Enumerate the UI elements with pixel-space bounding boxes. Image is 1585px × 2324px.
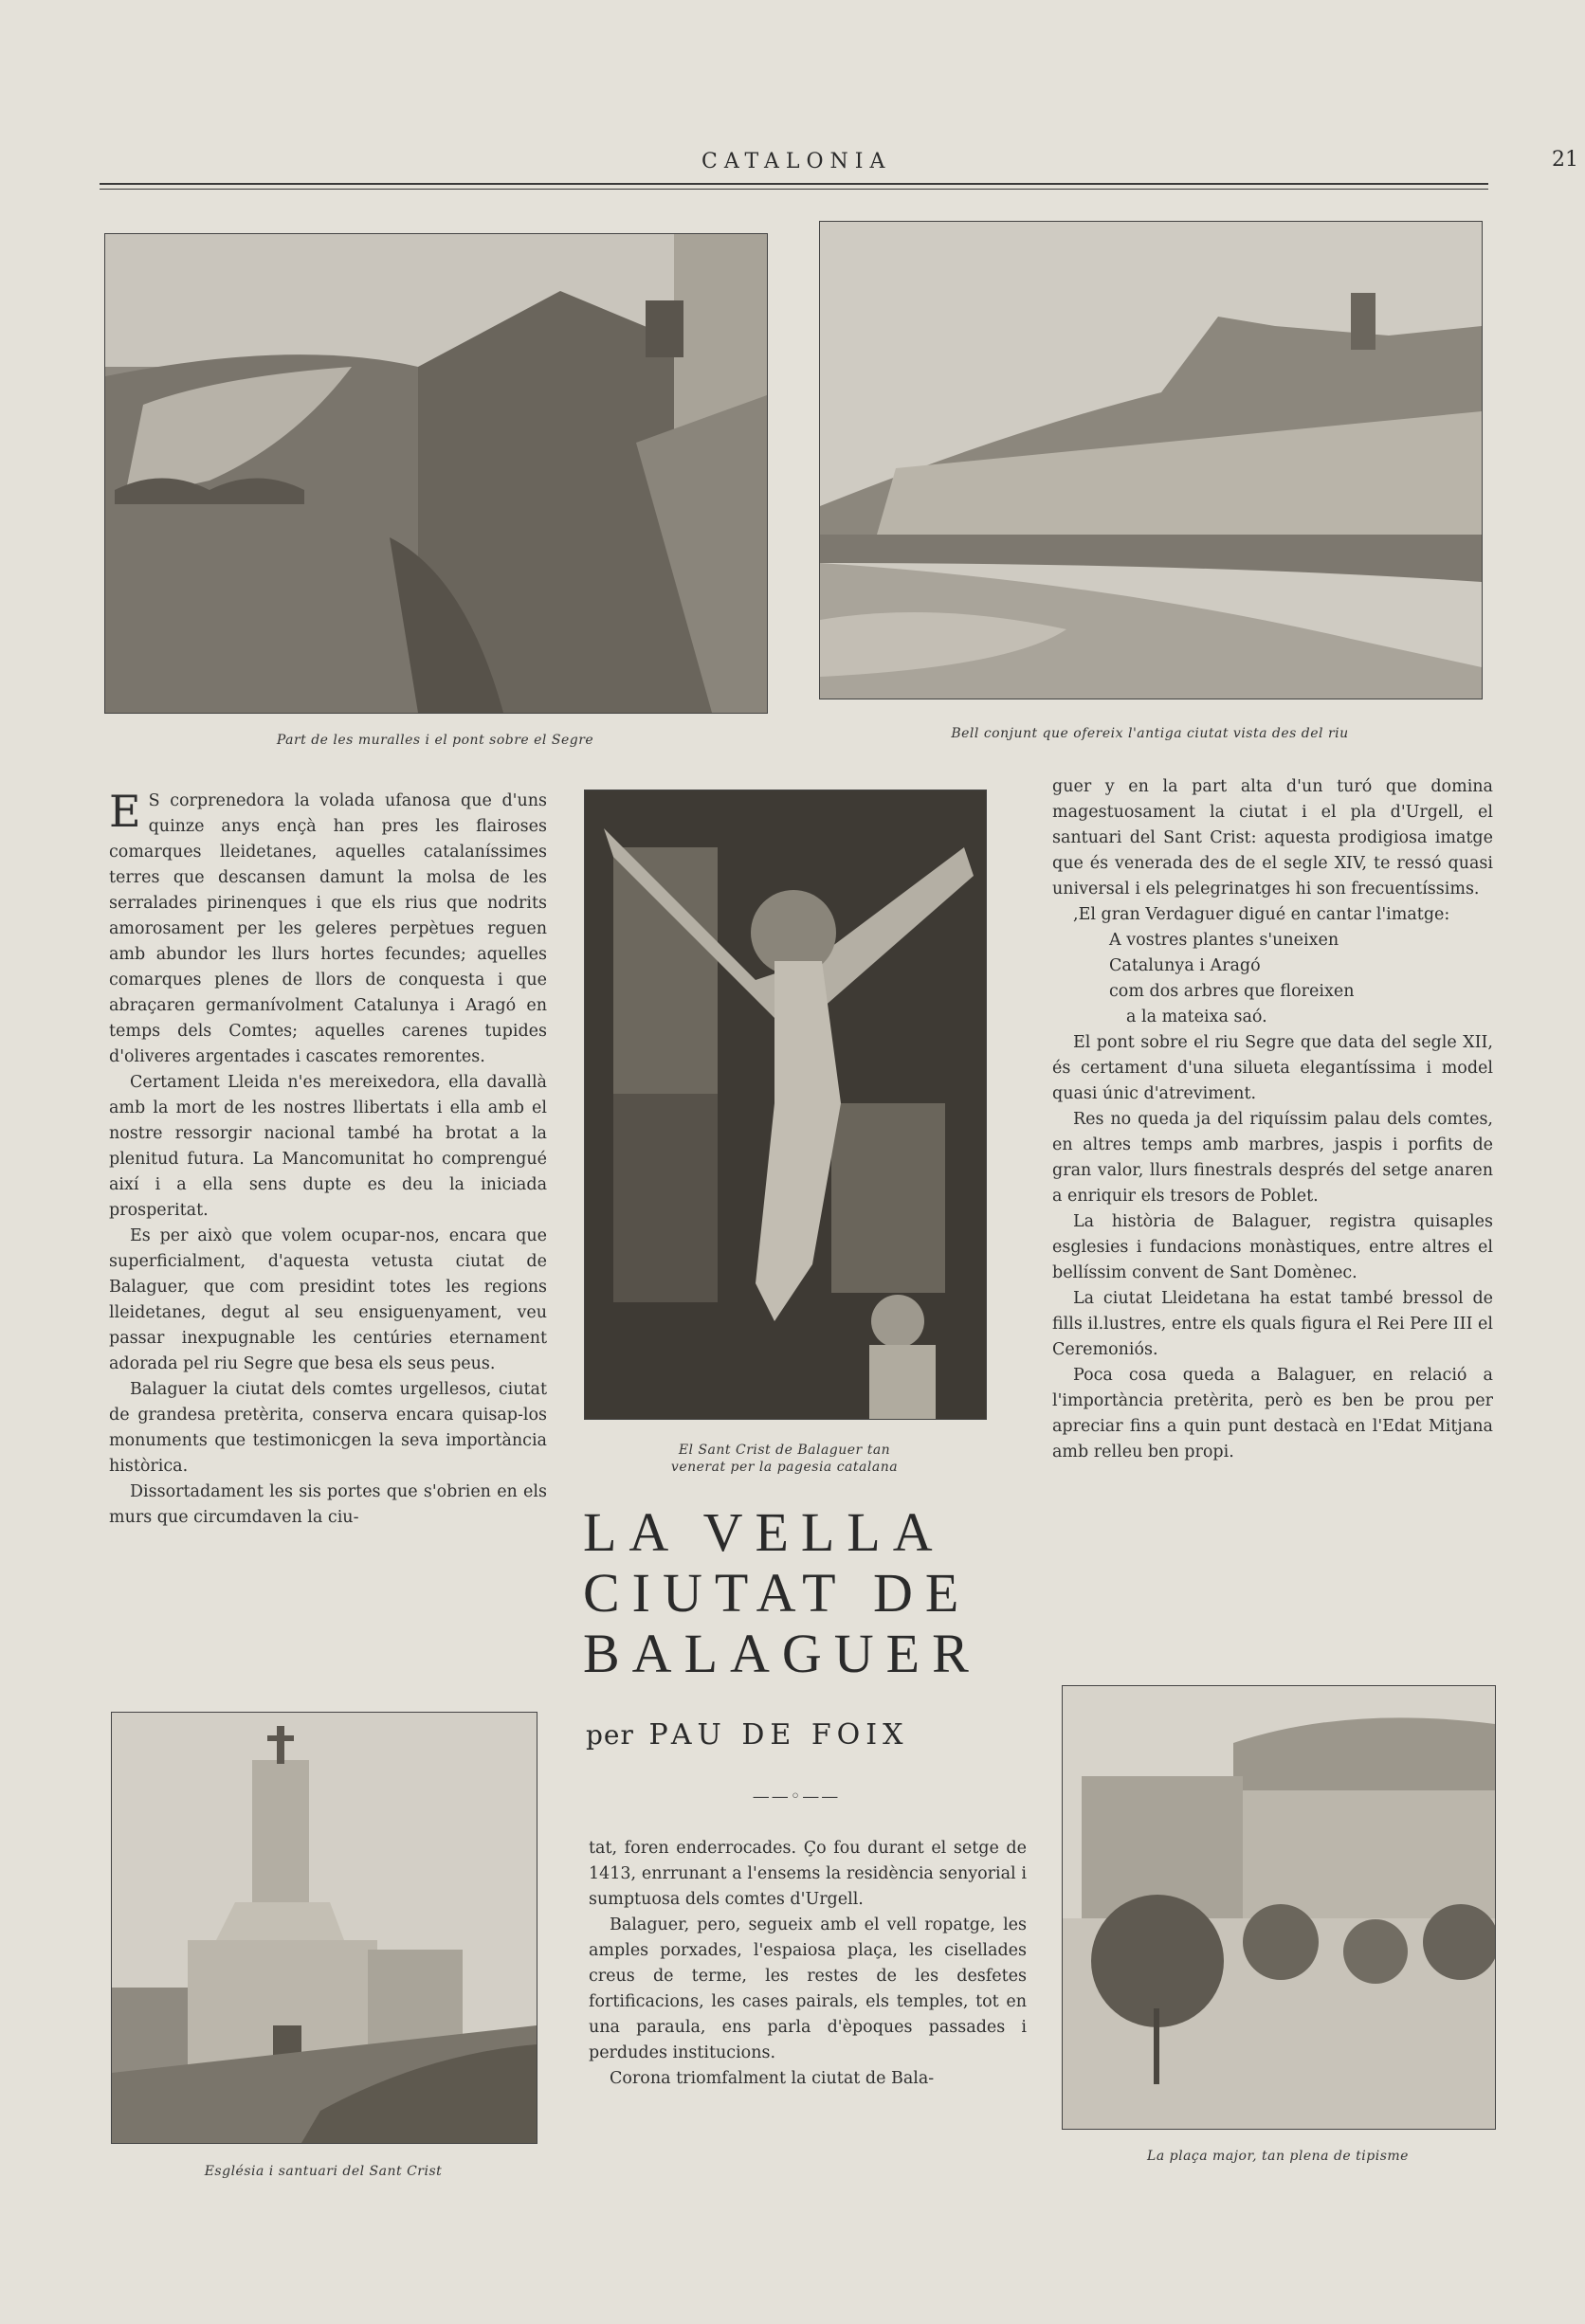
paragraph: La història de Balaguer, registra quisaples esglesies i fundacions monàstiques, entre altres el bellíssim convent de Sant Domènec. xyxy=(1052,1212,1493,1282)
paragraph: Dissortadament les sis portes que s'obrien en els murs que circumdaven la ciu- xyxy=(109,1482,547,1527)
photo-town-river-image xyxy=(820,222,1482,699)
caption-line: El Sant Crist de Balaguer tan xyxy=(678,1443,891,1458)
caption-photo1: Part de les muralles i el pont sobre el Segre xyxy=(276,733,594,748)
verse-line: Catalunya i Aragó xyxy=(1109,956,1261,975)
byline-per: per xyxy=(586,1719,634,1751)
paragraph: ,El gran Verdaguer digué en cantar l'imatge: xyxy=(1073,905,1450,924)
publication-title: CATALONIA xyxy=(701,150,892,173)
paragraph: guer y en la part alta d'un turó que domina magestuosament la ciutat i el pla d'Urgell, el santuari del Sant Crist: aquesta prodigiosa imatge que és venerada des de el segle XIV, te ressó quasi universal i els pelegrinatges hi son frecuentíssims. xyxy=(1052,777,1493,899)
caption-photo5: La plaça major, tan plena de tipisme xyxy=(1147,2149,1409,2164)
paragraph: El pont sobre el riu Segre que data del segle XII, és certament d'una silueta elegantíssima i model quasi únic d'atreviment. xyxy=(1052,1033,1493,1103)
photo-church-sanctuary-image xyxy=(112,1713,537,2143)
verse-line: com dos arbres que floreixen xyxy=(1109,982,1355,1001)
caption-photo3 xyxy=(584,1442,985,1476)
article-column-1 xyxy=(109,786,547,1531)
paragraph xyxy=(109,786,547,1070)
paragraph: Balaguer, pero, segueix amb el vell ropatge, les amples porxades, l'espaiosa plaça, les cisellades creus de terme, les restes de les desfetes fortificacions, les cases pairals, els temples, tot en una paraula, ens parla d'èpoques passades i perdudes institucions. xyxy=(589,1915,1027,2062)
photo-walls-bridge xyxy=(104,233,768,714)
drop-cap: E xyxy=(109,786,141,837)
paragraph: Poca cosa queda a Balaguer, en relació a l'importància pretèrita, però es ben be prou per apreciar fins a quin punt destacà en l'Edat Mitjana amb relleu ben propi. xyxy=(1052,1366,1493,1462)
photo-main-square xyxy=(1062,1685,1496,2130)
verse-line: A vostres plantes s'uneixen xyxy=(1109,931,1339,950)
paragraph: Es per això que volem ocupar-nos, encara que superficialment, d'aquesta vetusta ciutat de Balaguer, que com presidint totes les regions lleidetanes, degut al seu ensiguenyament, veu passar inexpugnable les centúries eternament adorada pel riu Segre que besa els seus peus. xyxy=(109,1226,547,1373)
caption-photo2: Bell conjunt que ofereix l'antiga ciutat vista des del riu xyxy=(951,726,1349,741)
paragraph: tat, foren enderrocades. Ço fou durant el setge de 1413, enrrunant a l'ensems la residència senyorial i sumptuosa dels comtes d'Urgell. xyxy=(589,1839,1027,1909)
byline-author: PAU DE FOIX xyxy=(648,1718,909,1752)
paragraph-text: S corprenedora la volada ufanosa que d'uns quinze anys ençà han pres les flairoses comarques lleidetanes, aquelles catalaníssimes terres que descansen damunt la molsa de les serralades pirinenques i que els rius que nodrits amorosament per les geleres perpètues reguen amb abundor les llurs hortes fecundes; aquelles comarques plenes de llors de conquesta i que abraçaren germanívolment Catalunya i Aragó en temps dels Comtes; aquelles carenes tupides d'oliveres argentades i cascates remorentes. xyxy=(109,791,547,1066)
photo-sant-crist xyxy=(584,790,987,1420)
article-title xyxy=(583,1502,1029,1684)
ornament-divider: ——◦—— xyxy=(752,1787,841,1807)
paragraph: Res no queda ja del riquíssim palau dels comtes, en altres temps amb marbres, jaspis i porfits de gran valor, llurs finestrals després del setge anaren a enriquir els tresors de Poblet. xyxy=(1052,1110,1493,1206)
paragraph: La ciutat Lleidetana ha estat també bressol de fills il.lustres, entre els quals figura el Rei Pere III el Ceremoniós. xyxy=(1052,1289,1493,1359)
paragraph: Corona triomfalment la ciutat de Bala- xyxy=(610,2069,935,2088)
title-line: BALAGUER xyxy=(583,1623,981,1684)
header-rule-thin xyxy=(100,189,1488,190)
title-line: LA VELLA xyxy=(583,1501,945,1563)
article-column-3 xyxy=(1052,774,1493,1465)
running-head xyxy=(100,148,1578,178)
byline xyxy=(586,1718,1031,1752)
paragraph: Certament Lleida n'es mereixedora, ella davallà amb la mort de les nostres llibertats i ella amb el nostre ressorgir nacional també ha brotat a la plenitud futura. La Mancomunitat ho comprengué així i a ella sens dupte es deu la iniciada prosperitat. xyxy=(109,1073,547,1220)
photo-town-river xyxy=(819,221,1483,699)
photo-church-sanctuary xyxy=(111,1712,537,2144)
article-column-2 xyxy=(589,1836,1027,2092)
title-line: CIUTAT DE xyxy=(583,1562,972,1624)
photo-walls-bridge-image xyxy=(105,234,767,713)
caption-line: venerat per la pagesia catalana xyxy=(670,1460,899,1475)
page-number: 21 xyxy=(1552,148,1578,172)
caption-photo4: Església i santuari del Sant Crist xyxy=(204,2164,443,2179)
photo-main-square-image xyxy=(1063,1686,1495,2129)
photo-sant-crist-image xyxy=(585,790,986,1419)
verse-line: a la mateixa saó. xyxy=(1126,1008,1267,1026)
paragraph: Balaguer la ciutat dels comtes urgellesos, ciutat de grandesa pretèrita, conserva encara quisap-los monuments que testimonicgen la seva importància històrica. xyxy=(109,1380,547,1476)
header-rule xyxy=(100,183,1488,185)
